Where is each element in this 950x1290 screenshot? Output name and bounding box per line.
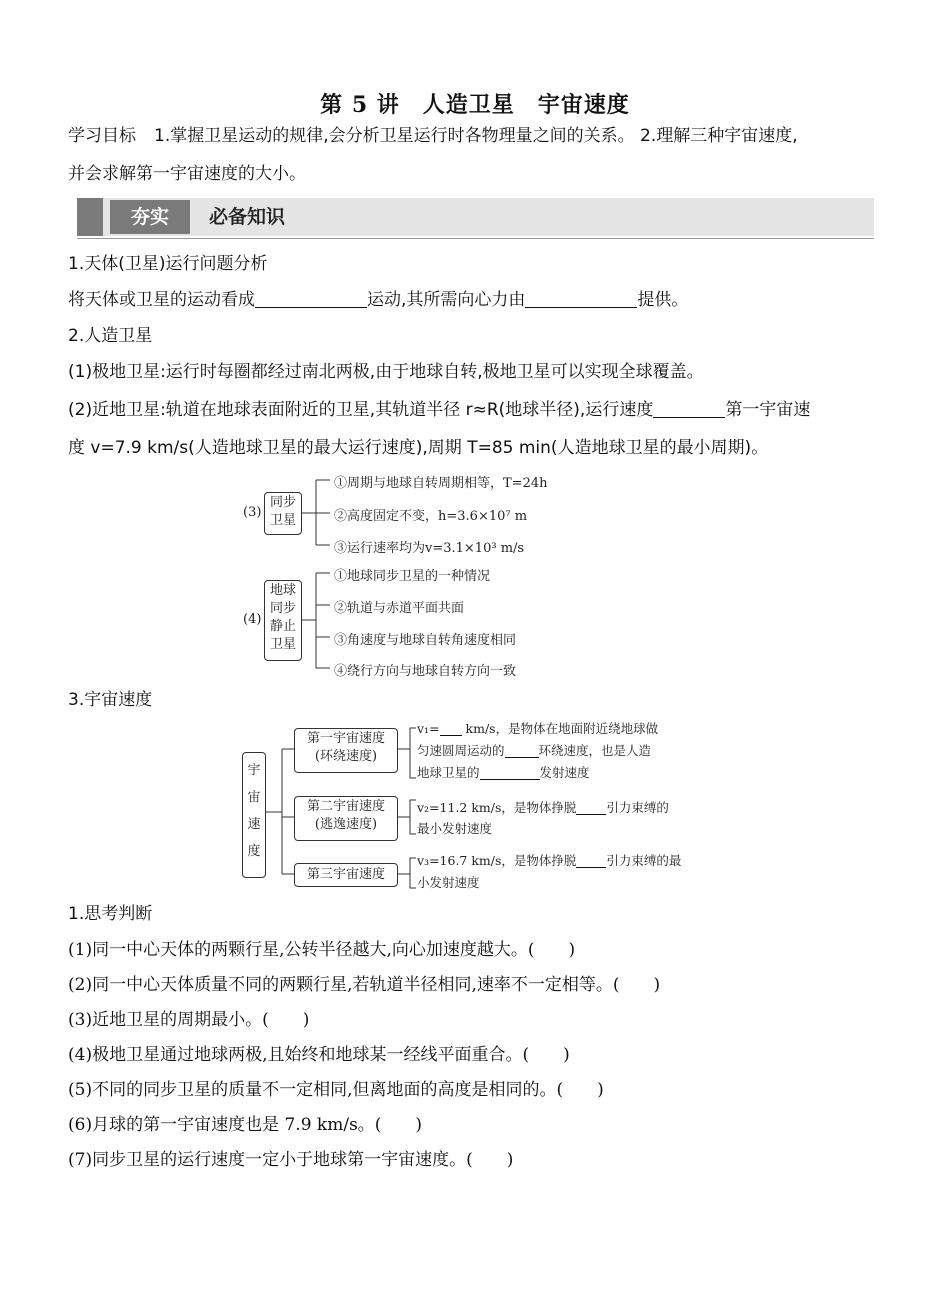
box-text: 地球 xyxy=(269,583,296,598)
polar-satellite-text: (1)极地卫星:运行时每圈都经过南北两极,由于地球自转,极地卫星可以实现全球覆盖。 xyxy=(68,362,704,382)
objectives-text-1: 1.掌握卫星运动的规律,会分析卫星运行时各物理量之间的关系。 2.理解三种宇宙速度, xyxy=(154,126,798,146)
sync-item: ②高度固定不变，h=3.6×10⁷ m xyxy=(334,509,528,524)
second-cosmic-velocity-box xyxy=(294,796,398,841)
third-velocity-desc-2: 小发射速度 xyxy=(417,875,480,890)
desc-text: v₂=11.2 km/s，是物体挣脱 xyxy=(417,800,577,815)
fill-blank xyxy=(480,765,540,780)
sync-label-num: (3) xyxy=(243,505,262,520)
sync-satellite-box xyxy=(264,492,302,535)
banner-label: 必备知识 xyxy=(209,206,286,228)
near-satellite-text-a: (2)近地卫星:轨道在地球表面附近的卫星,其轨道半径 r≈R(地球半径),运行速度 xyxy=(68,400,654,420)
first-cosmic-velocity-box xyxy=(294,728,398,773)
box-text: 卫星 xyxy=(269,513,296,528)
box-text: 宙 xyxy=(247,790,261,805)
desc-text: km/s，是物体在地面附近绕地球做 xyxy=(461,721,659,736)
box-text: 同步 xyxy=(269,495,296,510)
desc-text: 匀速圆周运动的 xyxy=(417,743,505,758)
section1-text-a: 将天体或卫星的运动看成 xyxy=(68,290,255,310)
desc-text: 引力束缚的最 xyxy=(606,853,682,868)
desc-text: v₃=16.7 km/s，是物体挣脱 xyxy=(417,853,577,868)
box-text: 卫星 xyxy=(269,637,296,652)
section3-heading: 3.宇宙速度 xyxy=(68,690,153,710)
box-text: 第一宇宙速度 xyxy=(306,731,385,746)
fill-blank xyxy=(440,721,462,736)
judge-item: (4)极地卫星通过地球两极,且始终和地球某一经线平面重合。( ) xyxy=(68,1045,570,1065)
section1-text-c: 提供。 xyxy=(637,290,689,310)
judge-item: (5)不同的同步卫星的质量不一定相同,但离地面的高度是相同的。( ) xyxy=(68,1080,604,1100)
box-text: 宇 xyxy=(247,763,261,778)
third-velocity-desc-1 xyxy=(417,850,681,872)
near-satellite-line-2: 度 v=7.9 km/s(人造地球卫星的最大运行速度),周期 T=85 min(人造地球卫星的最小周期)。 xyxy=(68,438,769,458)
geo-item: ①地球同步卫星的一种情况 xyxy=(334,569,491,584)
box-text: 第三宇宙速度 xyxy=(306,867,385,882)
desc-text: 发射速度 xyxy=(539,765,590,780)
first-velocity-desc-1 xyxy=(417,718,658,740)
box-text: (逃逸速度) xyxy=(314,817,378,832)
banner-tab: 夯实 xyxy=(110,200,190,234)
section2-heading: 2.人造卫星 xyxy=(68,326,153,346)
sync-item: ①周期与地球自转周期相等，T=24h xyxy=(334,476,548,491)
third-cosmic-velocity-box xyxy=(294,863,398,887)
geo-item: ③角速度与地球自转角速度相同 xyxy=(334,633,517,648)
first-velocity-desc-2 xyxy=(417,740,651,762)
objectives-label: 学习目标 xyxy=(68,126,136,146)
judge-item: (2)同一中心天体质量不同的两颗行星,若轨道半径相同,速率不一定相等。( ) xyxy=(68,975,661,995)
near-satellite-text-b: 第一宇宙速 xyxy=(725,400,811,420)
section1-heading: 1.天体(卫星)运行问题分析 xyxy=(68,254,268,274)
box-text: 速 xyxy=(247,817,261,832)
box-text: 同步 xyxy=(269,601,296,616)
section1-text-b: 运动,其所需向心力由 xyxy=(367,290,526,310)
judge-heading: 1.思考判断 xyxy=(68,904,153,924)
judge-item: (7)同步卫星的运行速度一定小于地球第一宇宙速度。( ) xyxy=(68,1150,514,1170)
fill-blank xyxy=(505,743,539,758)
first-velocity-desc-3 xyxy=(417,762,590,784)
judge-item: (6)月球的第一宇宙速度也是 7.9 km/s。( ) xyxy=(68,1115,423,1135)
box-text: 第二宇宙速度 xyxy=(306,799,385,814)
box-text: (环绕速度) xyxy=(314,749,378,764)
geostationary-satellite-box xyxy=(264,580,302,661)
sync-item: ③运行速率均为v=3.1×10³ m/s xyxy=(334,541,525,556)
desc-text: 环绕速度，也是人造 xyxy=(538,743,652,758)
box-text: 度 xyxy=(247,844,261,859)
second-velocity-desc-1 xyxy=(417,797,669,819)
objectives-line-2: 并会求解第一宇宙速度的大小。 xyxy=(68,164,306,184)
desc-text: 地球卫星的 xyxy=(417,765,480,780)
judge-item: (3)近地卫星的周期最小。( ) xyxy=(68,1010,310,1030)
fill-blank xyxy=(576,800,606,815)
box-text: 静止 xyxy=(269,619,296,634)
cosmic-velocity-root-box xyxy=(242,752,266,878)
geo-label-num: (4) xyxy=(243,612,262,627)
desc-text: v₁= xyxy=(417,721,440,736)
second-velocity-desc-2: 最小发射速度 xyxy=(417,821,493,836)
fill-blank xyxy=(576,853,606,868)
desc-text: 引力束缚的 xyxy=(606,800,669,815)
geo-item: ②轨道与赤道平面共面 xyxy=(334,601,465,616)
page-title: 第 5 讲 人造卫星 宇宙速度 xyxy=(320,92,630,118)
geo-item: ④绕行方向与地球自转方向一致 xyxy=(334,664,517,679)
judge-item: (1)同一中心天体的两颗行星,公转半径越大,向心加速度越大。( ) xyxy=(68,940,576,960)
